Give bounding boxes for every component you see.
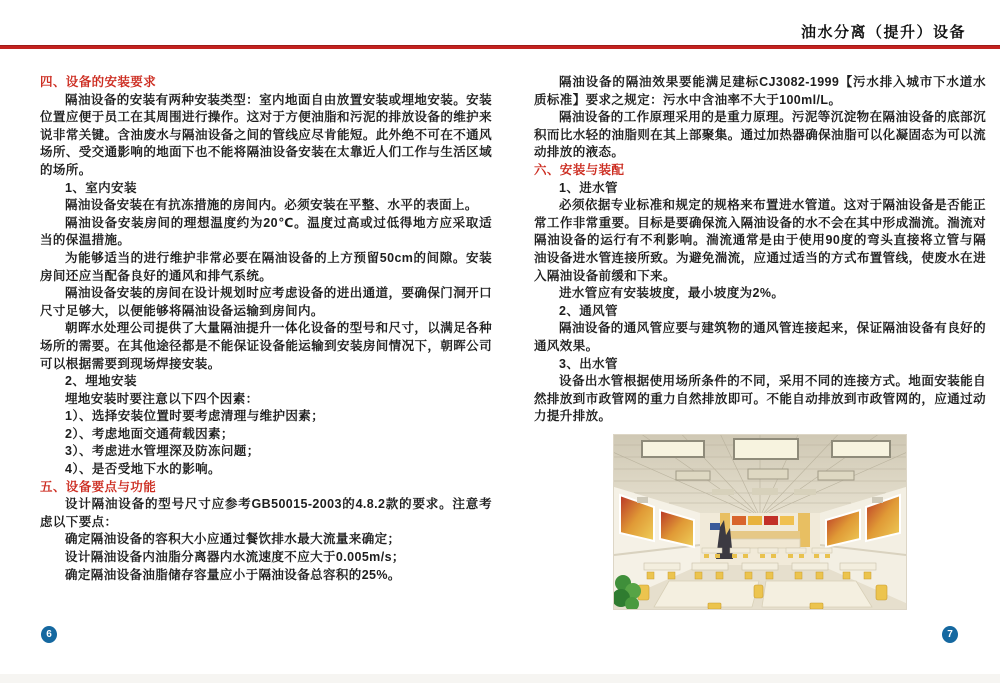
section-heading: 六、安装与装配 bbox=[534, 162, 625, 177]
wall-speaker bbox=[637, 497, 648, 503]
paragraph: 设计隔油设备的型号尺寸应参考GB50015-2003的4.8.2款的要求。注意考虑以下要点： bbox=[40, 497, 492, 529]
paragraph: 隔油设备安装房间的理想温度约为20℃。温度过高或过低得地方应采取适当的保温措施。 bbox=[40, 215, 492, 248]
paragraph: 隔油设备的安装有两种安装类型：室内地面自由放置安装或埋地安装。安装位置应便于员工在其周围进行操作。这对于方便油脂和污泥的排放设备的维护来说非常关键。含油废水与隔油设备之间的管线应尽肯能短。此外绝不可在不通风场所、受交通影响的地面下也不能将隔油设备安装在太靠近人们工作与生活区域的场所。 bbox=[40, 92, 492, 177]
paragraph: 设备出水管根据使用场所条件的不同，采用不同的连接方式。地面安装能自然排放到市政管网的重力自然排放即可。不能自动排放到市政管网的，应通过动力提升排放。 bbox=[534, 374, 986, 424]
list-item: 2）、考虑地面交通荷载因素； bbox=[65, 426, 234, 441]
cafeteria-photo bbox=[613, 434, 907, 610]
tv-screen bbox=[710, 523, 720, 530]
document-title: 油水分离（提升）设备 bbox=[800, 24, 966, 41]
paragraph: 朝晖水处理公司提供了大量隔油提升一体化设备的型号和尺寸，以满足各种场所的需要。在其他途径都是不能保证设备能运输到安装房间情况下，朝晖公司可以根据需要到现场焊接安装。 bbox=[40, 321, 492, 371]
paragraph: 为能够适当的进行维护非常必要在隔油设备的上方预留50cm的间隙。安装房间还应当配备良好的通风和排气系统。 bbox=[40, 250, 492, 283]
sub-heading: 2、埋地安装 bbox=[65, 374, 137, 389]
bottom-edge-strip bbox=[0, 674, 1000, 683]
left-column bbox=[40, 74, 492, 584]
paragraph: 隔油设备安装在有抗冻措施的房间内。必须安装在平整、水平的表面上。 bbox=[65, 198, 478, 213]
front-tables bbox=[638, 581, 887, 609]
paragraph: 隔油设备安装的房间在设计规划时应考虑设备的进出通道，要确保门洞开口尺寸足够大，以便能够将隔油设备运输到房间内。 bbox=[40, 286, 492, 318]
list-item: 1）、选择安装位置时要考虑清理与维护因素； bbox=[65, 409, 325, 424]
paragraph: 埋地安装时要注意以下四个因素： bbox=[65, 391, 259, 406]
serving-counter bbox=[730, 531, 800, 539]
paragraph: 隔油设备的隔油效果要能满足建标CJ3082-1999【污水排入城市下水道水质标准】要求之规定：污水中含油率不大于100ml/L。 bbox=[534, 75, 986, 107]
page-number-badge-left: 6 bbox=[41, 626, 57, 643]
paragraph: 确定隔油设备油脂储存容量应小于隔油设备总容积的25%。 bbox=[65, 567, 401, 582]
paragraph: 隔油设备的工作原理采用的是重力原理。污泥等沉淀物在隔油设备的底部沉积而比水轻的油脂则在其上部聚集。通过加热器确保油脂可以化凝固态为可以流动排放的液态。 bbox=[534, 110, 986, 160]
paragraph: 设计隔油设备内油脂分离器内水流速度不应大于0.005m/s； bbox=[65, 550, 405, 565]
wall-speaker bbox=[872, 497, 883, 503]
paragraph: 隔油设备的通风管应要与建筑物的通风管连接起来，保证隔油设备有良好的通风效果。 bbox=[534, 321, 986, 353]
header-rule bbox=[0, 45, 1000, 49]
section-heading: 五、设备要点与功能 bbox=[40, 479, 157, 494]
list-item: 4）、是否受地下水的影响。 bbox=[65, 462, 221, 477]
page-number-badge-right: 7 bbox=[942, 626, 958, 643]
right-column bbox=[534, 74, 986, 610]
sub-heading: 2、通风管 bbox=[559, 303, 618, 318]
paragraph: 进水管应有安装坡度，最小坡度为2%。 bbox=[559, 286, 785, 301]
sub-heading: 1、室内安装 bbox=[65, 180, 137, 195]
sub-heading: 3、出水管 bbox=[559, 356, 618, 371]
paragraph: 必须依据专业标准和规定的规格来布置进水管道。这对于隔油设备是否能正常工作非常重要。目标是要确保流入隔油设备的水不会在其中形成湍流。湍流对隔油设备的运行有不利影响。湍流通常是由于使用90度的弯头直接将立管与隔油设备进水管连接所致。为避免湍流，应通过适当的方式布置管线，使废水在进入隔油设备前缓和下来。 bbox=[534, 198, 986, 283]
list-item: 3）、考虑进水管埋深及防冻问题； bbox=[65, 444, 260, 459]
sub-heading: 1、进水管 bbox=[559, 180, 618, 195]
paragraph: 确定隔油设备的容积大小应通过餐饮排水最大流量来确定； bbox=[65, 532, 401, 547]
section-heading: 四、设备的安装要求 bbox=[40, 75, 157, 89]
